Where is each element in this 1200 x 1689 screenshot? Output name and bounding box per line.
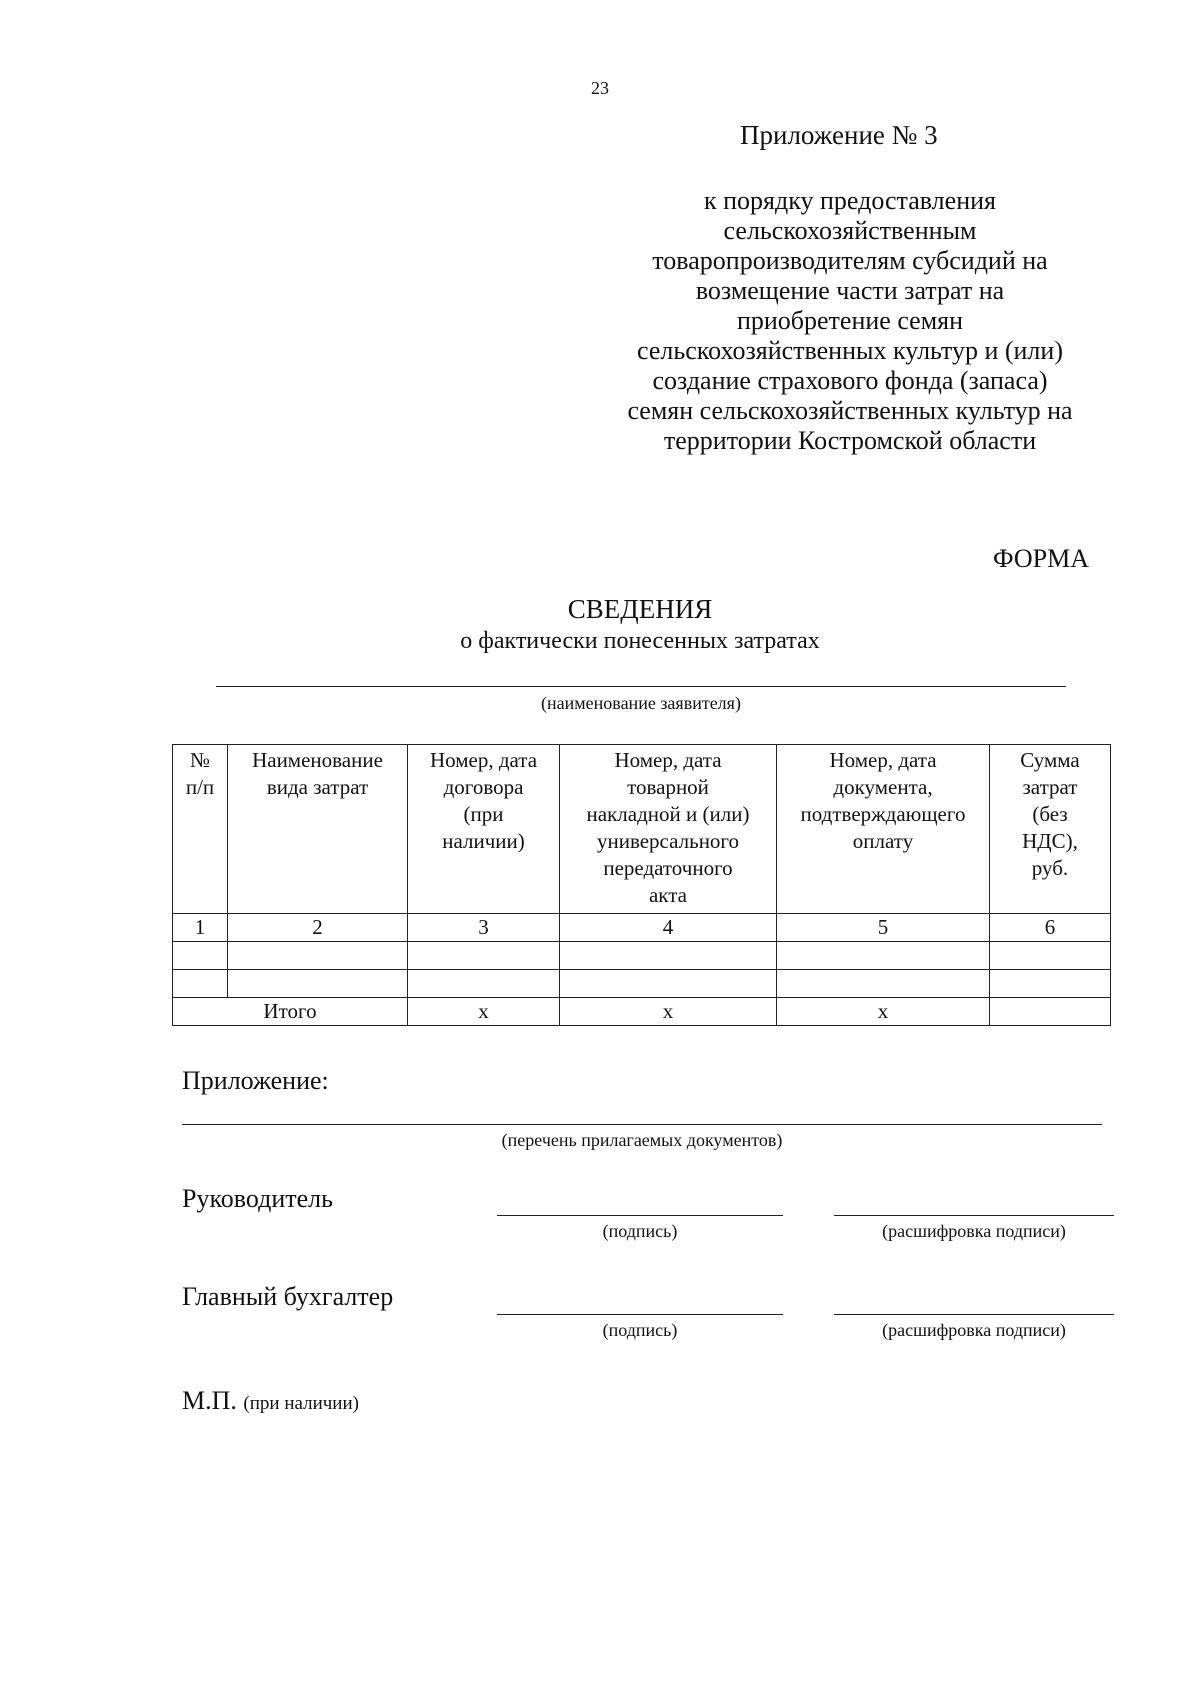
stamp-label: М.П. <box>182 1386 237 1415</box>
header-cell-cost-type: Наименование вида затрат <box>228 745 408 914</box>
header-cell-number: № п/п <box>173 745 228 914</box>
document-subtitle: о фактически понесенных затратах <box>460 628 820 654</box>
table-cell[interactable] <box>228 942 408 970</box>
applicant-caption: (наименование заявителя) <box>541 693 741 713</box>
header-cell-waybill: Номер, дата товарной накладной и (или) универсального передаточного акта <box>560 745 777 914</box>
signature-line-accountant[interactable] <box>497 1314 783 1315</box>
appendix-reference-line: семян сельскохозяйственных культур на <box>627 396 1073 425</box>
signature-name-line-head[interactable] <box>834 1215 1114 1216</box>
table-row <box>173 942 1111 970</box>
table-cell[interactable] <box>560 970 777 998</box>
stamp-place <box>182 1386 359 1416</box>
signature-role-accountant: Главный бухгалтер <box>182 1282 394 1311</box>
signature-line-head[interactable] <box>497 1215 783 1216</box>
appendix-reference-line: территории Костромской области <box>663 426 1037 455</box>
signature-name-caption: (расшифровка подписи) <box>882 1320 1066 1340</box>
table-row-total <box>173 998 1111 1026</box>
signature-caption: (подпись) <box>602 1320 678 1340</box>
column-number: 6 <box>990 914 1111 942</box>
attachment-caption: (перечень прилагаемых документов) <box>501 1130 783 1150</box>
form-label: ФОРМА <box>993 544 1089 573</box>
stamp-note: (при наличии) <box>243 1393 359 1414</box>
column-number: 3 <box>408 914 560 942</box>
table-cell[interactable] <box>408 970 560 998</box>
signature-caption: (подпись) <box>602 1221 678 1241</box>
table-row-column-numbers <box>173 914 1111 942</box>
costs-table <box>172 744 1111 1026</box>
total-cell-col5: х <box>777 998 990 1026</box>
column-number: 2 <box>228 914 408 942</box>
page-number: 23 <box>591 78 609 98</box>
total-cell-col4: х <box>560 998 777 1026</box>
appendix-reference-line: товаропроизводителям субсидий на <box>652 246 1048 275</box>
appendix-reference-line: сельскохозяйственным <box>723 216 977 245</box>
table-cell[interactable] <box>173 970 228 998</box>
table-cell[interactable] <box>990 942 1111 970</box>
attachment-label: Приложение: <box>182 1066 329 1095</box>
appendix-reference-line: к порядку предоставления <box>704 186 996 215</box>
table-header-row <box>173 745 1111 914</box>
total-amount-cell[interactable] <box>990 998 1111 1026</box>
appendix-title: Приложение № 3 <box>740 120 938 150</box>
signature-role-head: Руководитель <box>182 1184 333 1213</box>
table-cell[interactable] <box>777 970 990 998</box>
appendix-reference-line: создание страхового фонда (запаса) <box>652 366 1048 395</box>
appendix-reference <box>580 186 1120 456</box>
table-cell[interactable] <box>173 942 228 970</box>
header-cell-amount: Сумма затрат (без НДС), руб. <box>990 745 1111 914</box>
table-cell[interactable] <box>228 970 408 998</box>
appendix-reference-line: возмещение части затрат на <box>695 276 1005 305</box>
column-number: 1 <box>173 914 228 942</box>
table-cell[interactable] <box>990 970 1111 998</box>
column-number: 5 <box>777 914 990 942</box>
total-cell-col3: х <box>408 998 560 1026</box>
table-cell[interactable] <box>408 942 560 970</box>
header-cell-contract: Номер, дата договора (при наличии) <box>408 745 560 914</box>
attachment-list-line[interactable] <box>182 1124 1102 1125</box>
signature-name-caption: (расшифровка подписи) <box>882 1221 1066 1241</box>
document-title: СВЕДЕНИЯ <box>567 594 713 624</box>
table-row <box>173 970 1111 998</box>
appendix-reference-line: сельскохозяйственных культур и (или) <box>637 336 1063 365</box>
table-cell[interactable] <box>560 942 777 970</box>
appendix-reference-line: приобретение семян <box>736 306 964 335</box>
total-label: Итого <box>173 998 408 1026</box>
column-number: 4 <box>560 914 777 942</box>
header-cell-payment-doc: Номер, дата документа, подтверждающего оплату <box>777 745 990 914</box>
table-cell[interactable] <box>777 942 990 970</box>
applicant-name-line[interactable] <box>216 686 1066 687</box>
signature-name-line-accountant[interactable] <box>834 1314 1114 1315</box>
